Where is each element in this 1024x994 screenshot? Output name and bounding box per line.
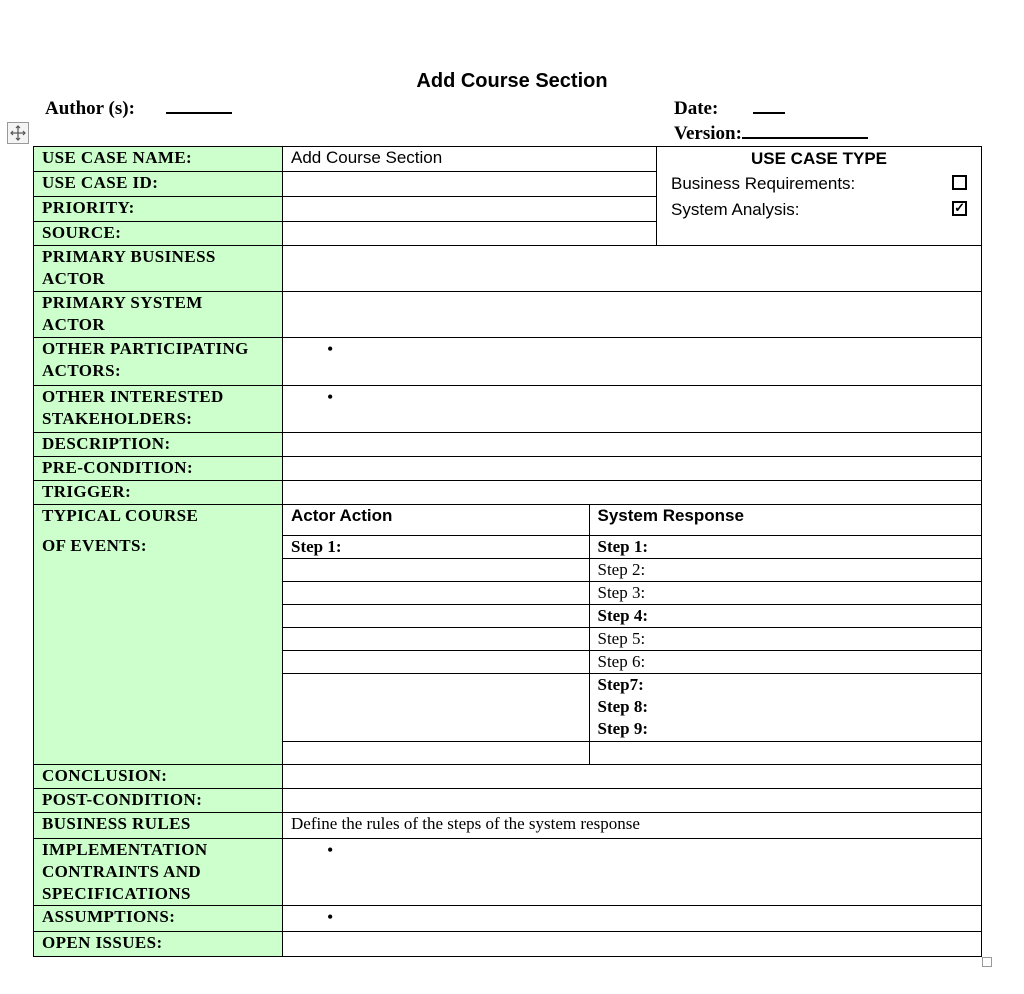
table-resize-handle[interactable] [982,957,992,967]
system-step-cell[interactable] [589,558,981,581]
events-table [283,505,981,764]
open-issues-cell[interactable] [283,932,982,957]
primary-business-actor-label-line2: ACTOR [42,269,106,288]
conclusion-cell[interactable] [283,765,982,789]
actor-step-cell[interactable] [283,604,589,627]
events-cell [283,505,982,765]
system-step-label: Step 4: [597,605,649,625]
system-step-label: Step 2: [597,559,646,579]
author-field[interactable] [45,98,232,120]
document-title: Add Course Section [416,70,608,92]
other-interested-label-line1: OTHER INTERESTED [42,387,224,406]
implementation-label-line2: CONTRAINTS AND [42,862,202,881]
use-case-id-label: USE CASE ID: [34,172,283,197]
trigger-label: TRIGGER: [34,481,283,505]
assumptions-label: ASSUMPTIONS: [34,906,283,932]
pre-condition-cell[interactable] [283,457,982,481]
conclusion-label: CONCLUSION: [34,765,283,789]
author-blank[interactable] [166,98,232,114]
implementation-bullet: • [327,840,334,860]
priority-cell[interactable] [283,197,657,222]
open-issues-label: OPEN ISSUES: [34,932,283,957]
primary-system-actor-label-line2: ACTOR [42,315,106,334]
other-interested-bullet: • [327,387,334,407]
description-cell[interactable] [283,433,982,457]
author-label: Author (s): [45,98,135,119]
system-step-cell[interactable] [589,581,981,604]
other-interested-cell[interactable] [283,386,982,433]
move-arrows-icon [8,123,28,143]
version-field[interactable] [674,123,868,145]
date-blank[interactable] [753,98,785,114]
typical-course-label-line1: TYPICAL COURSE [42,506,199,525]
business-requirements-label: Business Requirements: [671,174,856,193]
actor-step-cell[interactable] [283,741,589,764]
business-rules-cell[interactable]: Define the rules of the steps of the system response [283,813,982,839]
use-case-table [33,146,982,957]
source-cell[interactable] [283,222,657,246]
other-participating-cell[interactable] [283,338,982,386]
system-analysis-option[interactable] [657,197,981,223]
actor-step-cell[interactable] [283,650,589,673]
primary-business-actor-label-line1: PRIMARY BUSINESS [42,247,216,266]
typical-course-label-line2: OF EVENTS: [42,536,147,555]
source-label: SOURCE: [34,222,283,246]
typical-course-label [34,505,283,765]
implementation-label-line3: SPECIFICATIONS [42,884,191,903]
system-step-cell[interactable] [589,741,981,764]
actor-step-cell[interactable] [283,558,589,581]
other-participating-label-line2: ACTORS: [42,361,122,380]
implementation-label [34,839,283,906]
system-step-cell[interactable] [589,650,981,673]
implementation-cell[interactable] [283,839,982,906]
post-condition-label: POST-CONDITION: [34,789,283,813]
system-response-header: System Response [589,505,981,535]
implementation-label-line1: IMPLEMENTATION [42,840,208,859]
primary-business-actor-label [34,246,283,292]
primary-system-actor-label-line1: PRIMARY SYSTEM [42,293,203,312]
system-analysis-label: System Analysis: [671,200,800,219]
primary-system-actor-cell[interactable] [283,292,982,338]
system-step-cell[interactable] [589,535,981,558]
business-requirements-checkbox[interactable] [952,175,967,190]
system-step-label: Step7: [597,674,644,694]
actor-step-cell[interactable] [283,535,589,558]
date-label: Date: [674,98,719,119]
actor-step-cell[interactable] [283,581,589,604]
other-participating-bullet: • [327,339,334,359]
system-step-label: Step 5: [597,628,646,648]
version-label: Version: [674,123,742,144]
date-field[interactable] [674,98,785,120]
assumptions-bullet: • [327,907,334,927]
post-condition-cell[interactable] [283,789,982,813]
system-step-label: Step 9: [597,718,649,738]
system-step-cell[interactable] [589,627,981,650]
system-step-cell[interactable] [589,604,981,627]
assumptions-cell[interactable] [283,906,982,932]
pre-condition-label: PRE-CONDITION: [34,457,283,481]
priority-label: PRIORITY: [34,197,283,222]
system-analysis-checkbox[interactable]: ✓ [952,201,967,216]
description-label: DESCRIPTION: [34,433,283,457]
other-interested-label-line2: STAKEHOLDERS: [42,409,193,428]
version-blank[interactable] [742,123,868,139]
trigger-cell[interactable] [283,481,982,505]
use-case-type-box [657,147,982,246]
other-interested-label [34,386,283,433]
system-step-cell[interactable] [589,673,981,741]
system-step-label: Step 1: [597,536,649,556]
other-participating-label-line1: OTHER PARTICIPATING [42,339,249,358]
use-case-type-title: USE CASE TYPE [750,149,888,168]
actor-step-cell[interactable] [283,673,589,741]
use-case-id-cell[interactable] [283,172,657,197]
other-participating-label [34,338,283,386]
actor-step-label: Step 1: [291,536,342,556]
system-step-label: Step 8: [597,696,649,716]
use-case-name-cell[interactable]: Add Course Section [283,147,657,172]
business-requirements-option[interactable] [657,171,981,197]
primary-system-actor-label [34,292,283,338]
business-rules-label: BUSINESS RULES [34,813,283,839]
actor-action-header: Actor Action [283,505,589,535]
system-step-label: Step 3: [597,582,646,602]
table-move-handle[interactable] [7,122,29,144]
actor-step-cell[interactable] [283,627,589,650]
primary-business-actor-cell[interactable] [283,246,982,292]
use-case-name-label: USE CASE NAME: [34,147,283,172]
system-step-label: Step 6: [597,651,646,671]
